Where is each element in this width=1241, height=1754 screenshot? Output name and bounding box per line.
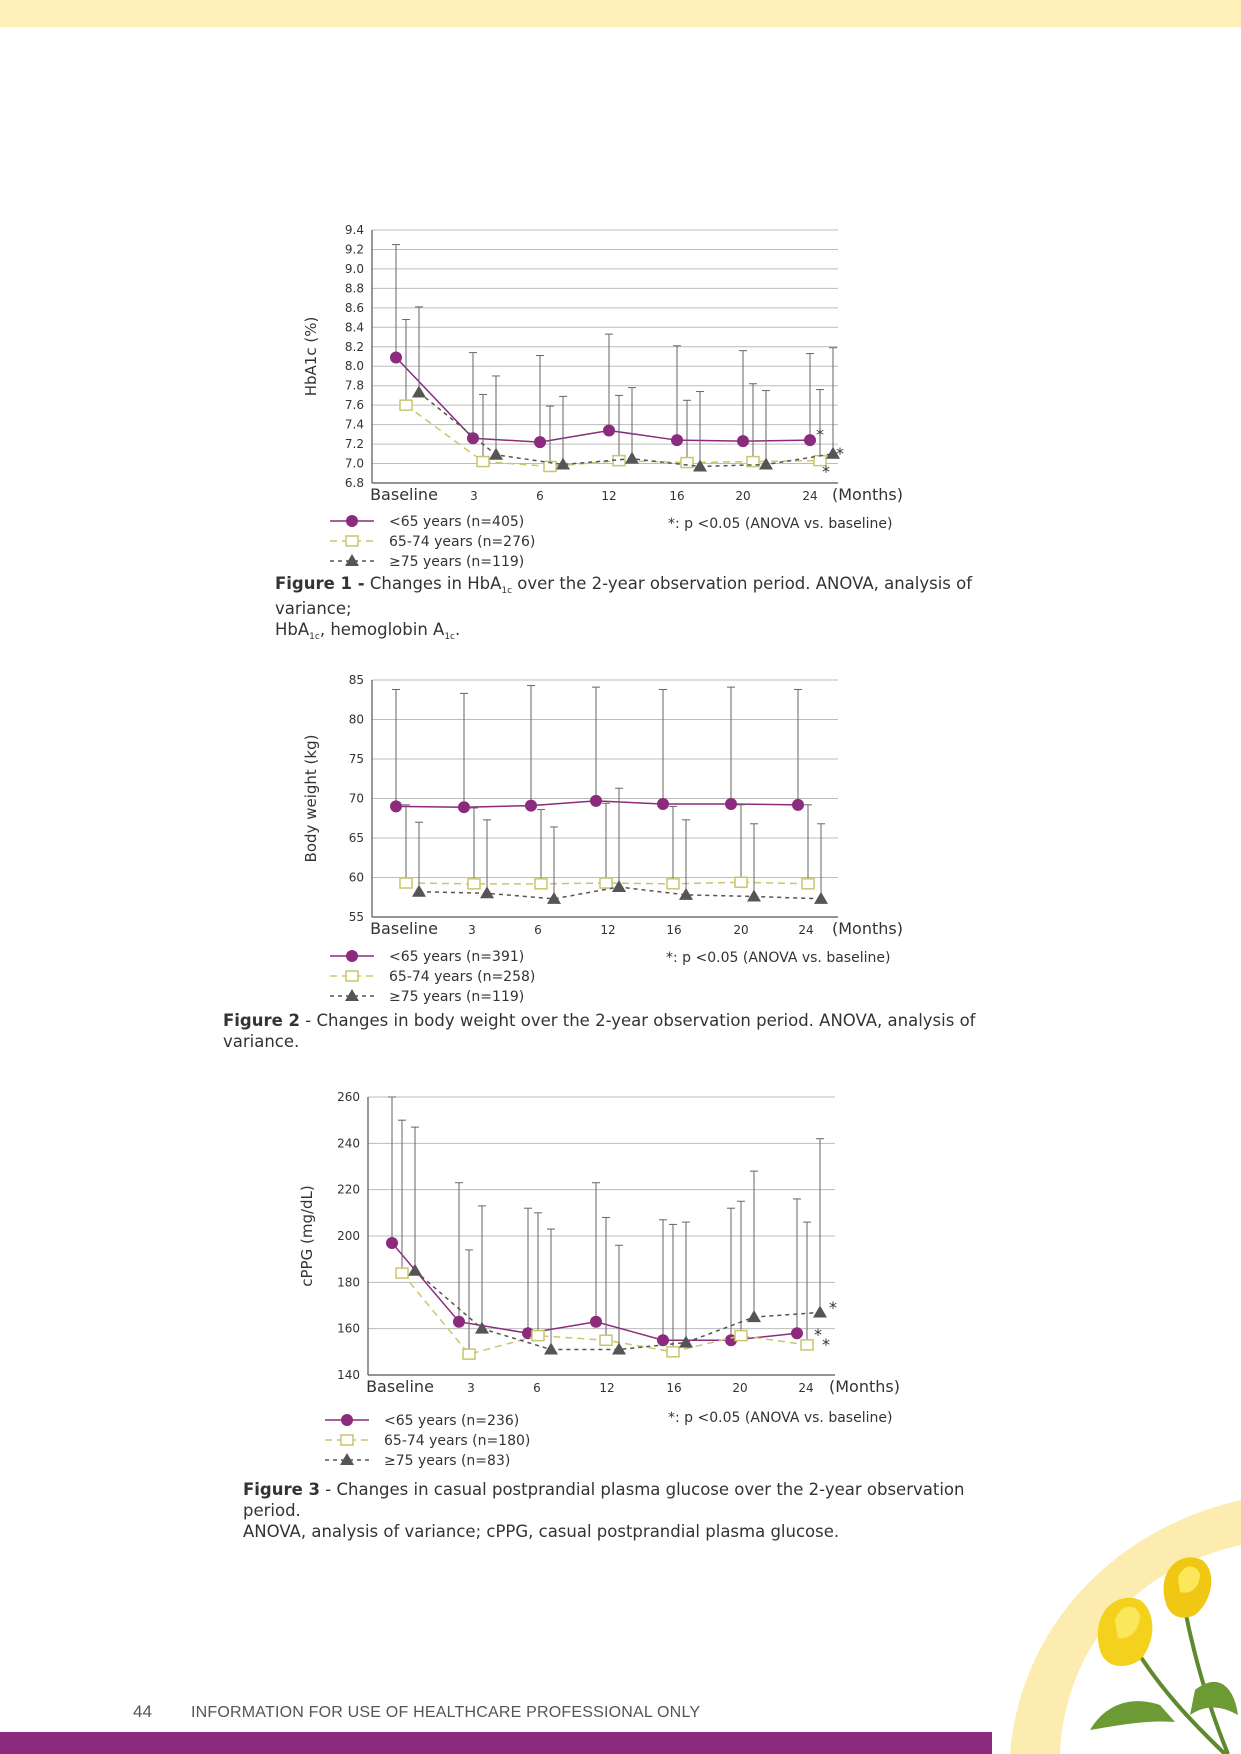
data-point xyxy=(737,435,749,447)
data-point xyxy=(735,1331,747,1341)
data-point xyxy=(625,452,639,464)
significance-star: * xyxy=(829,1298,837,1317)
legend-marker xyxy=(345,989,359,1001)
legend-label: 65-74 years (n=258) xyxy=(389,969,536,985)
data-point xyxy=(390,800,402,812)
y-tick-label: 85 xyxy=(348,673,364,687)
x-tick-label: 12 xyxy=(599,1381,615,1395)
data-point xyxy=(813,1305,827,1317)
figure-1-label: Figure 1 - xyxy=(275,574,365,593)
footer-disclaimer: INFORMATION FOR USE OF HEALTHCARE PROFESSIONAL ONLY xyxy=(191,1704,701,1721)
y-tick-label: 8.0 xyxy=(344,359,364,374)
data-point xyxy=(400,400,412,410)
legend-label: ≥75 years (n=83) xyxy=(384,1453,511,1469)
figure-2-text: - Changes in body weight over the 2-year observation period. ANOVA, analysis of variance. xyxy=(223,1011,976,1051)
y-tick-label: 7.8 xyxy=(344,378,364,393)
y-tick-label: 140 xyxy=(337,1368,360,1382)
x-tick-label: 3 xyxy=(467,1381,475,1395)
x-tick-label: 3 xyxy=(468,923,476,937)
legend-marker xyxy=(346,536,358,546)
y-tick-label: 180 xyxy=(337,1275,360,1290)
data-point xyxy=(480,886,494,898)
y-tick-label: 8.8 xyxy=(344,281,364,296)
figure-1-sub-2: 1c xyxy=(309,632,320,642)
data-point xyxy=(747,1310,761,1322)
legend-marker xyxy=(340,1453,354,1465)
data-point xyxy=(612,880,626,892)
page-number: 44 xyxy=(133,1702,152,1721)
y-tick-label: 80 xyxy=(348,712,364,727)
x-tick-label: 6 xyxy=(534,923,542,937)
x-tick-label: 12 xyxy=(600,923,616,937)
legend-marker xyxy=(346,971,358,981)
legend-marker xyxy=(341,1435,353,1445)
figure-1-caption xyxy=(275,573,1015,644)
figure-1-text-4: , hemoglobin A xyxy=(319,620,445,639)
x-tick-label: Baseline xyxy=(370,485,438,504)
data-point xyxy=(390,351,402,363)
data-point xyxy=(535,879,547,889)
x-tick-label: 20 xyxy=(733,923,749,937)
x-tick-label: 24 xyxy=(802,489,818,503)
data-point xyxy=(412,885,426,897)
y-tick-label: 9.4 xyxy=(344,223,364,237)
y-tick-label: 220 xyxy=(337,1182,360,1197)
data-point xyxy=(534,436,546,448)
x-tick-label: Baseline xyxy=(370,919,438,938)
figure-3-text-1: - Changes in casual postprandial plasma glucose over the 2-year observation period. xyxy=(243,1480,965,1520)
y-tick-label: 8.6 xyxy=(344,300,364,315)
y-tick-label: 7.2 xyxy=(344,437,364,452)
legend-label: 65-74 years (n=276) xyxy=(389,534,536,550)
data-point xyxy=(396,1268,408,1278)
x-tick-label: 12 xyxy=(601,489,617,503)
data-point xyxy=(804,434,816,446)
data-point xyxy=(408,1264,422,1276)
figure-2-label: Figure 2 xyxy=(223,1011,301,1030)
legend-marker xyxy=(346,950,358,962)
data-point xyxy=(590,1316,602,1328)
figure-3-label: Figure 3 xyxy=(243,1480,321,1499)
figure-3-text-2: ANOVA, analysis of variance; cPPG, casual postprandial plasma glucose. xyxy=(243,1522,840,1541)
y-tick-label: 200 xyxy=(337,1229,360,1243)
legend-marker xyxy=(346,515,358,527)
y-tick-label: 260 xyxy=(337,1090,360,1104)
y-tick-label: 8.4 xyxy=(344,320,364,335)
y-tick-label: 9.2 xyxy=(344,242,364,257)
series-line xyxy=(396,357,810,442)
data-point xyxy=(468,879,480,889)
y-tick-label: 75 xyxy=(348,752,364,766)
y-axis-label: HbA1c (%) xyxy=(302,316,320,397)
y-axis-label: cPPG (mg/dL) xyxy=(298,1185,316,1287)
y-axis-label: Body weight (kg) xyxy=(302,734,320,863)
y-tick-label: 55 xyxy=(348,910,364,924)
x-tick-label: 20 xyxy=(732,1381,748,1395)
data-point xyxy=(467,432,479,444)
data-point xyxy=(671,434,683,446)
data-point xyxy=(458,801,470,813)
data-point xyxy=(747,889,761,901)
data-point xyxy=(532,1331,544,1341)
y-tick-label: 7.4 xyxy=(344,417,364,432)
y-tick-label: 7.0 xyxy=(344,456,364,471)
data-point xyxy=(667,1347,679,1357)
legend-label: <65 years (n=391) xyxy=(389,949,525,965)
y-tick-label: 7.6 xyxy=(344,398,364,413)
figure-1-sub-3: 1c xyxy=(444,632,456,642)
figure-1-text-1: Changes in HbA xyxy=(369,574,502,593)
significance-star: * xyxy=(814,1325,822,1344)
data-point xyxy=(667,879,679,889)
x-unit-label: (Months) xyxy=(829,1377,900,1396)
y-tick-label: 240 xyxy=(337,1136,360,1151)
legend-label: 65-74 years (n=180) xyxy=(384,1433,531,1449)
figure-1-text-5: . xyxy=(455,620,461,639)
data-point xyxy=(735,877,747,887)
data-point xyxy=(453,1316,465,1328)
figure-1-sub-1: 1c xyxy=(501,586,513,596)
data-point xyxy=(590,795,602,807)
figure-1-text-3: HbA xyxy=(275,620,310,639)
legend-label: ≥75 years (n=119) xyxy=(389,554,525,570)
legend-marker xyxy=(341,1414,353,1426)
data-point xyxy=(600,1335,612,1345)
legend-marker xyxy=(345,554,359,566)
x-unit-label: (Months) xyxy=(832,919,903,938)
significance-star: * xyxy=(822,462,830,481)
significance-star: * xyxy=(822,1335,830,1354)
y-tick-label: 70 xyxy=(348,791,364,806)
data-point xyxy=(489,448,503,460)
data-point xyxy=(386,1237,398,1249)
figure-3-caption xyxy=(243,1479,1003,1542)
data-point xyxy=(603,424,615,436)
data-point xyxy=(400,878,412,888)
data-point xyxy=(681,458,693,468)
y-tick-label: 8.2 xyxy=(344,339,364,354)
data-point xyxy=(814,892,828,904)
series-line xyxy=(419,393,833,467)
data-point xyxy=(657,798,669,810)
y-tick-label: 60 xyxy=(348,870,364,885)
x-tick-label: 6 xyxy=(533,1381,541,1395)
data-point xyxy=(792,799,804,811)
x-tick-label: 3 xyxy=(470,489,478,503)
legend-label: <65 years (n=405) xyxy=(389,514,525,530)
data-point xyxy=(725,798,737,810)
legend-label: ≥75 years (n=119) xyxy=(389,989,525,1005)
significance-star: * xyxy=(816,425,824,444)
data-point xyxy=(791,1327,803,1339)
y-tick-label: 160 xyxy=(337,1321,360,1336)
data-point xyxy=(679,888,693,900)
x-tick-label: 6 xyxy=(536,489,544,503)
x-tick-label: 16 xyxy=(669,489,685,503)
x-tick-label: 16 xyxy=(666,1381,682,1395)
x-tick-label: Baseline xyxy=(366,1377,434,1396)
figure-1-text-2: over the 2-year observation period. ANOVA, analysis of variance; xyxy=(275,574,973,618)
data-point xyxy=(600,878,612,888)
x-tick-label: 24 xyxy=(798,1381,814,1395)
data-point xyxy=(477,457,489,467)
y-tick-label: 65 xyxy=(348,831,364,845)
data-point xyxy=(801,1340,813,1350)
data-point xyxy=(525,800,537,812)
significance-star: * xyxy=(836,444,844,463)
data-point xyxy=(802,879,814,889)
figure-2-caption xyxy=(223,1010,1043,1052)
x-tick-label: 24 xyxy=(798,923,814,937)
legend-label: <65 years (n=236) xyxy=(384,1413,520,1429)
y-tick-label: 9.0 xyxy=(344,261,364,276)
x-tick-label: 20 xyxy=(735,489,751,503)
significance-note: *: p <0.05 (ANOVA vs. baseline) xyxy=(668,1410,893,1426)
x-tick-label: 16 xyxy=(666,923,682,937)
tulip-decoration-icon xyxy=(980,1490,1241,1754)
y-tick-label: 6.8 xyxy=(344,476,364,490)
significance-note: *: p <0.05 (ANOVA vs. baseline) xyxy=(666,950,891,966)
data-point xyxy=(679,1336,693,1348)
bottom-purple-bar xyxy=(0,1732,992,1754)
significance-note: *: p <0.05 (ANOVA vs. baseline) xyxy=(668,516,893,532)
data-point xyxy=(463,1349,475,1359)
x-unit-label: (Months) xyxy=(832,485,903,504)
